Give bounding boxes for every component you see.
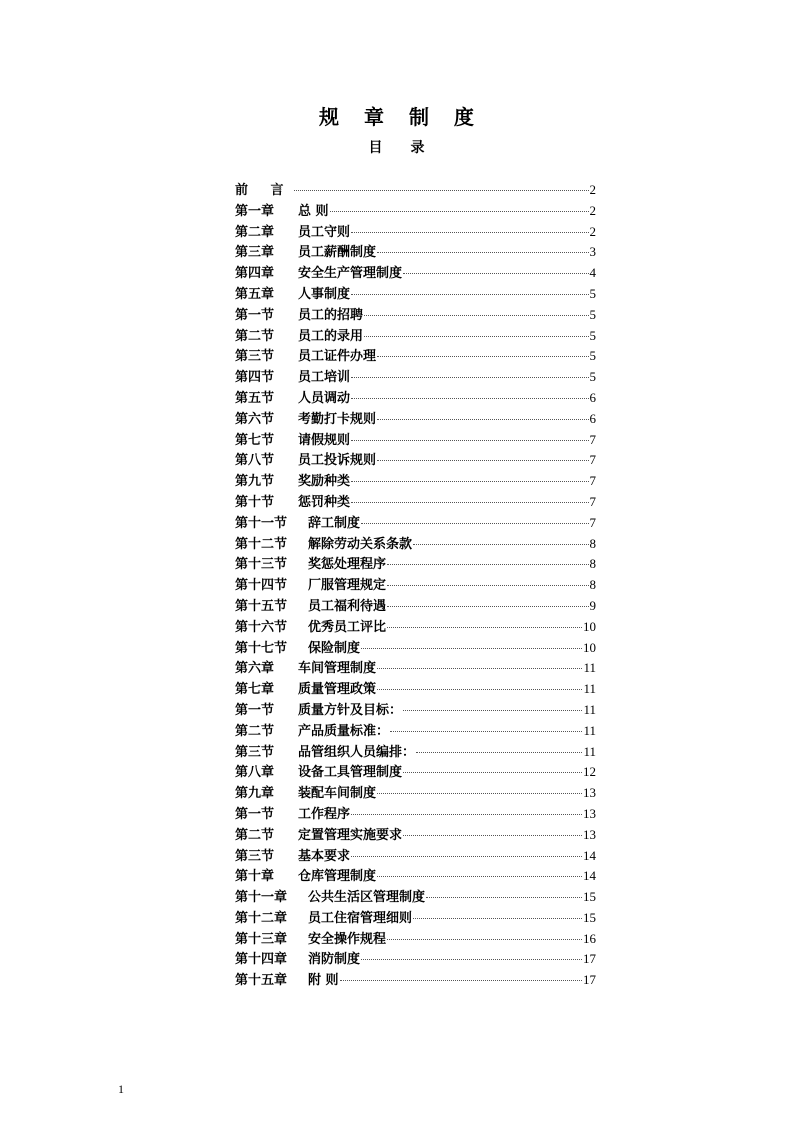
- toc-entry[interactable]: [235, 658, 596, 679]
- toc-entry[interactable]: [235, 721, 596, 742]
- toc-entry-page: 16: [583, 930, 596, 946]
- toc-entry[interactable]: [235, 284, 596, 305]
- toc-entry-label: 第三节: [235, 848, 275, 864]
- toc-entry-title: 产品质量标准：: [298, 723, 390, 739]
- toc-entry-page: 7: [589, 473, 596, 489]
- toc-entry-title: 工作程序: [298, 806, 351, 822]
- toc-leader-dots: [364, 335, 588, 337]
- toc-leader-dots: [377, 418, 588, 420]
- toc-entry[interactable]: [235, 305, 596, 326]
- toc-entry-page: 8: [589, 535, 596, 551]
- toc-entry-title: 公共生活区管理制度: [308, 890, 426, 906]
- toc-entry[interactable]: [235, 471, 596, 492]
- toc-entry-page: 2: [589, 223, 596, 239]
- toc-entry-page: 5: [589, 306, 596, 322]
- toc-entry-title: 员工住宿管理细则: [308, 910, 413, 926]
- toc-leader-dots: [387, 605, 588, 607]
- toc-leader-dots: [377, 875, 582, 877]
- toc-leader-dots: [351, 480, 588, 482]
- toc-entry-label: 第十六节: [235, 619, 288, 635]
- toc-entry-label: 第十四节: [235, 578, 288, 594]
- toc-entry-label: 第十一章: [235, 890, 288, 906]
- toc-entry[interactable]: [235, 180, 596, 201]
- toc-entry-label: 第八章: [235, 765, 275, 781]
- toc-entry[interactable]: [235, 513, 596, 534]
- toc-entry[interactable]: [235, 929, 596, 950]
- toc-entry-label: 第八节: [235, 453, 275, 469]
- toc-entry-label: 第一章: [235, 203, 275, 219]
- toc-heading: [0, 138, 793, 158]
- toc-entry-title: 解除劳动关系条款: [308, 536, 413, 552]
- table-of-contents: [235, 180, 596, 991]
- toc-entry-title: 装配车间制度: [298, 786, 377, 802]
- toc-entry-title: 奖励种类: [298, 474, 351, 490]
- toc-entry-label: 第二章: [235, 224, 275, 240]
- toc-entry[interactable]: [235, 263, 596, 284]
- toc-leader-dots: [364, 314, 588, 316]
- toc-entry-title: 人事制度: [298, 286, 351, 302]
- toc-entry-title: 安全生产管理制度: [298, 266, 403, 282]
- toc-entry-page: 5: [589, 327, 596, 343]
- toc-entry[interactable]: [235, 638, 596, 659]
- toc-entry-label: 第十四章: [235, 952, 288, 968]
- toc-entry-title: 辞工制度: [308, 515, 361, 531]
- toc-entry-label: 第十二章: [235, 910, 288, 926]
- toc-entry[interactable]: [235, 534, 596, 555]
- toc-entry[interactable]: [235, 575, 596, 596]
- toc-entry-label: 第九节: [235, 474, 275, 490]
- toc-entry-label: 第一节: [235, 702, 275, 718]
- toc-leader-dots: [403, 272, 588, 274]
- toc-entry[interactable]: [235, 326, 596, 347]
- toc-entry-page: 4: [589, 265, 596, 281]
- toc-entry[interactable]: [235, 430, 596, 451]
- toc-entry-page: 11: [583, 660, 596, 676]
- toc-entry[interactable]: [235, 242, 596, 263]
- toc-leader-dots: [351, 231, 588, 233]
- toc-entry-label: 第二节: [235, 328, 275, 344]
- toc-entry-label: 第十七节: [235, 640, 288, 656]
- toc-leader-dots: [387, 938, 582, 940]
- toc-leader-dots: [294, 189, 589, 191]
- toc-leader-dots: [351, 813, 582, 815]
- toc-entry[interactable]: [235, 450, 596, 471]
- toc-entry-title: 质量方针及目标：: [298, 702, 403, 718]
- toc-leader-dots: [377, 792, 582, 794]
- toc-leader-dots: [403, 771, 582, 773]
- toc-entry-label: 第六节: [235, 411, 275, 427]
- toc-entry[interactable]: [235, 762, 596, 783]
- toc-entry-page: 11: [583, 701, 596, 717]
- toc-entry[interactable]: [235, 846, 596, 867]
- toc-entry-page: 2: [589, 182, 596, 197]
- toc-leader-dots: [413, 543, 588, 545]
- toc-leader-dots: [416, 751, 582, 753]
- toc-entry-page: 7: [589, 514, 596, 530]
- toc-entry-title: 设备工具管理制度: [298, 765, 403, 781]
- toc-heading-right: 录: [410, 140, 425, 156]
- toc-entry-title: 员工培训: [298, 370, 351, 386]
- toc-entry-label: 第十五章: [235, 973, 288, 989]
- toc-entry-label: 第七节: [235, 432, 275, 448]
- toc-leader-dots: [377, 667, 582, 669]
- toc-entry-page: 13: [583, 785, 596, 801]
- toc-leader-dots: [377, 459, 588, 461]
- toc-entry-label: 第十五节: [235, 598, 288, 614]
- toc-entry-label: 第一节: [235, 806, 275, 822]
- toc-leader-dots: [390, 730, 582, 732]
- toc-entry-page: 15: [583, 889, 596, 905]
- toc-leader-dots: [377, 251, 588, 253]
- toc-leader-dots: [377, 688, 582, 690]
- toc-leader-dots: [361, 958, 582, 960]
- toc-entry-label: 前 言: [235, 183, 293, 198]
- toc-entry-page: 6: [589, 410, 596, 426]
- toc-entry[interactable]: [235, 596, 596, 617]
- toc-entry-title: 附 则: [308, 973, 339, 989]
- toc-entry-title: 人员调动: [298, 390, 351, 406]
- toc-entry[interactable]: [235, 887, 596, 908]
- toc-entry-label: 第十三章: [235, 931, 288, 947]
- toc-entry-label: 第七章: [235, 682, 275, 698]
- toc-entry-title: 消防制度: [308, 952, 361, 968]
- toc-entry[interactable]: [235, 825, 596, 846]
- toc-entry[interactable]: [235, 783, 596, 804]
- toc-entry-title: 员工薪酬制度: [298, 245, 377, 261]
- toc-entry[interactable]: [235, 866, 596, 887]
- toc-entry-label: 第十一节: [235, 515, 288, 531]
- toc-entry-label: 第十章: [235, 869, 275, 885]
- toc-entry-page: 17: [583, 972, 596, 988]
- toc-leader-dots: [426, 896, 582, 898]
- toc-entry-page: 14: [583, 847, 596, 863]
- toc-entry-label: 第九章: [235, 786, 275, 802]
- toc-entry-page: 8: [589, 577, 596, 593]
- toc-entry-label: 第一节: [235, 307, 275, 323]
- footer-page-number: 1: [118, 1082, 124, 1096]
- toc-entry-label: 第六章: [235, 661, 275, 677]
- toc-entry-title: 员工证件办理: [298, 349, 377, 365]
- toc-entry-title: 惩罚种类: [298, 494, 351, 510]
- toc-entry-label: 第五章: [235, 286, 275, 302]
- toc-entry-page: 6: [589, 389, 596, 405]
- toc-entry[interactable]: [235, 949, 596, 970]
- toc-entry-title: 员工守则: [298, 224, 351, 240]
- toc-leader-dots: [403, 709, 582, 711]
- toc-entry[interactable]: [235, 554, 596, 575]
- toc-entry-page: 8: [589, 556, 596, 572]
- toc-heading-left: 目: [368, 140, 383, 156]
- toc-entry-page: 7: [589, 452, 596, 468]
- toc-leader-dots: [351, 397, 588, 399]
- toc-leader-dots: [351, 855, 582, 857]
- toc-entry-title: 员工福利待遇: [308, 598, 387, 614]
- toc-entry-label: 第四章: [235, 266, 275, 282]
- toc-entry-label: 第二节: [235, 827, 275, 843]
- toc-entry-page: 13: [583, 805, 596, 821]
- toc-leader-dots: [330, 210, 589, 212]
- toc-entry-page: 12: [583, 764, 596, 780]
- toc-entry[interactable]: [235, 617, 596, 638]
- toc-entry-title: 保险制度: [308, 640, 361, 656]
- toc-entry[interactable]: [235, 388, 596, 409]
- document-title: 规 章 制 度: [319, 105, 483, 129]
- toc-entry-page: 5: [589, 369, 596, 385]
- toc-entry[interactable]: [235, 804, 596, 825]
- toc-entry-title: 员工的招聘: [298, 307, 364, 323]
- toc-entry[interactable]: [235, 492, 596, 513]
- toc-entry-label: 第三节: [235, 744, 275, 760]
- toc-entry-page: 9: [589, 597, 596, 613]
- toc-entry-title: 奖惩处理程序: [308, 557, 387, 573]
- toc-entry-page: 5: [589, 348, 596, 364]
- toc-leader-dots: [387, 584, 588, 586]
- toc-entry-label: 第十二节: [235, 536, 288, 552]
- toc-entry-title: 总 则: [298, 203, 329, 219]
- toc-entry-page: 17: [583, 951, 596, 967]
- toc-leader-dots: [340, 979, 582, 981]
- toc-entry-page: 7: [589, 431, 596, 447]
- toc-entry-page: 10: [583, 639, 596, 655]
- toc-entry[interactable]: [235, 700, 596, 721]
- toc-entry-page: 11: [583, 681, 596, 697]
- toc-leader-dots: [351, 501, 588, 503]
- toc-entry-page: 10: [583, 618, 596, 634]
- toc-entry-title: 基本要求: [298, 848, 351, 864]
- toc-entry-title: 员工投诉规则: [298, 453, 377, 469]
- toc-entry[interactable]: [235, 908, 596, 929]
- toc-entry-label: 第四节: [235, 370, 275, 386]
- toc-entry-page: 15: [583, 909, 596, 925]
- toc-entry-title: 考勤打卡规则: [298, 411, 377, 427]
- toc-entry-page: 5: [589, 285, 596, 301]
- toc-leader-dots: [351, 376, 588, 378]
- toc-entry-label: 第十节: [235, 494, 275, 510]
- toc-entry-label: 第十三节: [235, 557, 288, 573]
- toc-entry-title: 员工的录用: [298, 328, 364, 344]
- toc-entry-title: 定置管理实施要求: [298, 827, 403, 843]
- toc-entry-title: 优秀员工评比: [308, 619, 387, 635]
- toc-entry-title: 车间管理制度: [298, 661, 377, 677]
- toc-leader-dots: [387, 563, 588, 565]
- toc-entry-title: 请假规则: [298, 432, 351, 448]
- toc-entry[interactable]: [235, 970, 596, 991]
- toc-entry-label: 第三章: [235, 245, 275, 261]
- toc-leader-dots: [387, 626, 582, 628]
- toc-entry-page: 13: [583, 826, 596, 842]
- toc-entry[interactable]: [235, 346, 596, 367]
- toc-entry-label: 第五节: [235, 390, 275, 406]
- toc-entry-title: 安全操作规程: [308, 931, 387, 947]
- toc-entry[interactable]: [235, 201, 596, 222]
- toc-entry-title: 质量管理政策: [298, 682, 377, 698]
- toc-entry[interactable]: [235, 222, 596, 243]
- toc-entry[interactable]: [235, 742, 596, 763]
- toc-entry-page: 3: [589, 244, 596, 260]
- toc-leader-dots: [413, 917, 582, 919]
- toc-leader-dots: [403, 834, 582, 836]
- toc-entry-label: 第三节: [235, 349, 275, 365]
- toc-entry-title: 品管组织人员编排：: [298, 744, 416, 760]
- toc-leader-dots: [361, 647, 582, 649]
- toc-entry-label: 第二节: [235, 723, 275, 739]
- toc-entry-page: 11: [583, 722, 596, 738]
- toc-entry-page: 7: [589, 493, 596, 509]
- toc-leader-dots: [377, 355, 588, 357]
- toc-entry-page: 11: [583, 743, 596, 759]
- toc-entry-title: 厂服管理规定: [308, 578, 387, 594]
- toc-leader-dots: [351, 439, 588, 441]
- toc-leader-dots: [361, 522, 588, 524]
- toc-entry-page: 2: [589, 202, 596, 218]
- toc-entry[interactable]: [235, 409, 596, 430]
- toc-leader-dots: [351, 293, 588, 295]
- toc-entry[interactable]: [235, 367, 596, 388]
- toc-entry[interactable]: [235, 679, 596, 700]
- toc-entry-page: 14: [583, 868, 596, 884]
- toc-entry-title: 仓库管理制度: [298, 869, 377, 885]
